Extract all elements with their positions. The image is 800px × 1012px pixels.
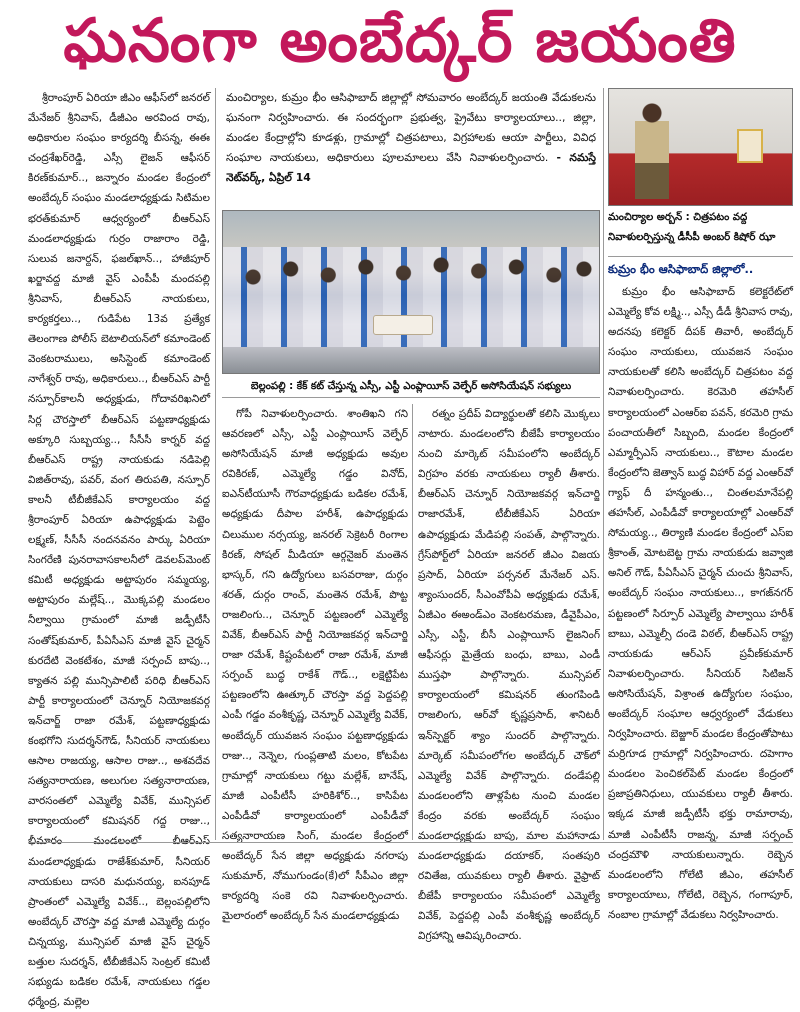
cake-shape — [373, 315, 433, 335]
column-2-text: గోపీ నివాళులర్పించారు. శాంతిఖని గని ఆవరణలో ఎస్సీ, ఎస్టీ ఎంప్లాయీస్ వెల్ఫేర్ అసోసియేషన్ మాజీ అధ్యక్షుడు అవుల రవికిరణ్, ఎమ్మెల్యే గడ్డం వినోద్, ఐఎన్‌టీయూసీ గౌరవాధ్యక్షుడు బడికల రమేశ్, అధ్యక్షుడు దీపాల హరీశ్, ఉపాధ్యక్షుడు చిలుముల నర్సయ్య, జనరల్ సెక్రెటరీ రింగాల కిరణ్, సోషల్ మీడియా ఆర్గనైజర్ మంతెన భాస్కర్, గని ఉద్యోగులు బసవరాజు, దుర్గం శరత్, దుర్గం రాంచ్, మంతెన రమేశ్, పొట్ట రాజలింగు.., చెన్నూర్ పట్టణంలో ఎమ్మెల్యే వివేక్, బీఆర్ఎస్ పార్టీ నియోజకవర్గ ఇన్‌చార్జి రాజా రమేశ్, కిష్టంపేటలో రాజా రమేశ్, మాజీ సర్పంచ్ బుద్ధ రాకేశ్ గౌడ్.., లక్షెట్టిపేట పట్టణంలోని ఊత్కూర్ చౌరస్తా వద్ద పెద్దపల్లి ఎంపీ గడ్డం వంశీకృష్ణ, చెన్నూర్ ఎమ్మెల్యే వివేక్, అంబేద్కర్ యువజన సంఘం పట్టణాధ్యక్షుడు రాజు.., నెన్నెల, గుంప్లతాటి మలం, కోటపేట గ్రామాల్లో నాయకులు గట్టు మల్లేశ్, బానేష్, మాజీ ఎంపీటీసీ హరికిశోర్.., కాసిపేట ఎంపీడీవో కార్యాలయంలో ఎంపీడీవో సత్యనారాయణ సింగ్, మండల కేంద్రంలో అంబేద్కర్ సేన జిల్లా అధ్యక్షుడు నగరాపు సుకుమార్, నోముగుండం(కే)లో సీపీఎం జిల్లా కార్యదర్శి సంకె రవి నివాళులర్పించారు. మైలారంలో అంబేద్కర్ సేన మండలాధ్యక్షుడు — [222, 408, 408, 923]
officer-figure — [635, 103, 669, 199]
event-photo-caption: బెల్లంపల్లి : కేక్ కట్ చేస్తున్న ఎస్సీ, ఎస్టీ ఎంప్లాయీస్ వెల్ఫేర్ అసోసియేషన్ సభ్యులు — [222, 376, 600, 398]
district-subheading: కుమ్రం భీం ఆసిఫాబాద్ జిల్లాలో.. — [608, 256, 793, 280]
lead-credit: - నమస్తే నెట్‌వర్క్, ఏప్రిల్ 14 — [226, 151, 597, 184]
event-photo — [222, 210, 600, 374]
dcp-photo-caption: మంచిర్యాల అర్బన్ : చిత్రపటం వద్ద నివాళులర్పిస్తున్న డీసీపీ అంబర్ కిషోర్ ఝా — [608, 212, 776, 243]
dcp-photo — [608, 88, 793, 206]
column-4-text: కుమ్రం భీం ఆసిఫాబాద్ కలెక్టరేట్‌లో ఎమ్మెల్యే కోవ లక్ష్మి.., ఎస్సీ డీడీ శ్రీనివాస రావు, అదనపు కలెక్టర్ దీపక్ తివారీ, అంబేద్కర్ సంఘం నాయకులు, యువజన సంఘం నాయకులతో కలిసి అంబేద్కర్ చిత్రపటం వద్ద నివాళులర్పించారు. కెరమెరి తహసీల్ కార్యాలయంలో ఎంఆర్‌ఐ పవన్, కరమెరి గ్రామ పంచాయతీలో సిబ్బంది, మండల కేంద్రంలో ఎమ్మార్పీఎస్ నాయకులు.., కౌటాల మండల కేంద్రంలోని జెత్వాన్ బుద్ధ విహార్ వద్ద ఎంఆర్‌వో గ్యాఫ్ దీ హన్మంతు.., చింతలమానేపల్లి తహసీల్, ఎంపీడీవో కార్యాలయాల్లో ఎంఆర్‌వో సోమయ్య.., తిర్యాణి మండల కేంద్రంలో ఎస్‌ఐ శ్రీకాంత్, మోటబెట్ట గ్రామ నాయకుడు జవ్వాజి అనిల్ గౌడ్, పీఏసీఎస్ చైర్మన్ చుంచు శ్రీనివాస్, అంబేద్కర్ సంఘం నాయకులు.., కాగజ్‌నగర్ పట్టణంలో సిర్పూర్ ఎమ్మెల్యే పాల్వాయి హరీశ్ బాబు, ఎమ్మెల్సీ దండె విఠల్, బీఆర్ఎస్ రాష్ట్ర నాయకుడు ఆర్ఎస్ ప్రవీణ్‌కుమార్ నివాళులర్పించారు. సీనియర్ సిటిజన్ అసోసియేషన్, విశ్రాంత ఉద్యోగుల సంఘం, అంబేద్కర్ సంఘాల ఆధ్వర్యంలో వేడుకలు నిర్వహించారు. బెజ్జూర్ మండల కేంద్రంతోపాటు మర్రిగూడ గ్రామాల్లో నిర్వహించారు. దహెగాం మండలం పెంచికల్‌పేట్ మండల కేంద్రంలో ప్రజాప్రతినిధులు, యువకులు ర్యాలీ తీశారు. ఇక్కడ మాజీ జడ్పీటీసీ భక్తు రామారావు, మాజీ ఎంపీటీసీ రాజన్న, మాజీ సర్పంచ్ చంద్రమౌళి నాయకులున్నారు. రెబ్బెన మండలంలోని గోలేటి జీఎం, తహసీల్ కార్యాలయాలు, గోలేటి, రెబ్బెన, గంగాపూర్, నంబాల గ్రామాల్లో వేడుకలు నిర్వహించారు. — [608, 286, 793, 921]
lead-text: మంచిర్యాల, కుమ్రం భీం ఆసిఫాబాద్ జిల్లాల్లో సోమవారం అంబేద్కర్ జయంతి వేడుకలను ఘనంగా నిర్వహించారు. ఈ సందర్భంగా ప్రభుత్వ, ప్రైవేటు కార్యాలయాలు.., జిల్లా, మండల కేంద్రాల్లోని కూడళ్లు, గ్రామాల్లో చిత్రపటాలు, విగ్రహాలకు ఆయా పార్టీలు, వివిధ సంఘాల నాయకులు, అధికారులు పూలమాలలు వేసి నివాళులర్పించారు. — [226, 91, 596, 164]
article-column-1 — [28, 88, 210, 1009]
column-divider — [603, 88, 604, 840]
article-column-2 — [222, 404, 408, 923]
article-column-4 — [608, 282, 793, 921]
column-3-text: రత్నం ప్రదీప్ విద్యార్థులతో కలిసి మొక్కలు నాటారు. మండలంలోని బీజేపీ కార్యాలయం నుంచి మార్కెట్ సమీపంలోని అంబేద్కర్ విగ్రహం వరకు నాయకులు ర్యాలీ తీశారు. బీఆర్ఎస్ చెన్నూర్ నియోజకవర్గ ఇన్‌చార్జి రాజారమేశ్, టీబీజీకేఎస్ ఏరియా ఉపాధ్యక్షుడు మేడిపల్లి సంపత్, పాల్గొన్నారు. గ్రేస్‌పోర్ట్‌లో ఏరియా జనరల్ జీఎం విజయ ప్రసాద్, ఏరియా పర్సనల్ మేనేజర్ ఎస్. శ్యాంసుందర్, సీఎంవోపీఏ అధ్యక్షుడు రమేశ్, ఏజీఎం ఈఅండ్‌ఎం వెంకటరమణ, డీవైపీఎం, ఎస్సీ, ఎస్టీ, బీసీ ఎంప్లాయీస్ లైజనింగ్ ఆఫీసర్లు మైత్రేయ బంధు, బాబు, ఎండీ ముస్తఫా పాల్గొన్నారు. మున్సిపల్ కార్యాలయంలో కమిషనర్ తుంగపిండి రాజలింగు, ఆర్‌వో కృష్ణప్రసాద్, శానిటరీ ఇన్‌స్పెక్టర్ శ్యాం సుందర్ పాల్గొన్నారు. మార్కెట్ సమీపంలోగల అంబేద్కర్ చౌక్‌లో ఎమ్మెల్యే వివేక్ పాల్గొన్నారు. దండేపల్లి మండలంలోని తాళ్లపేట నుంచి మండల కేంద్రం వరకు అంబేద్కర్ సంఘం మండలాధ్యక్షుడు బాపు, మాల మహానాడు మండలాధ్యక్షుడు దయాకర్, సంతపురి రవితేజ, యువకులు ర్యాలీ తీశారు. వైఫ్రాట్ బీజేపీ కార్యాలయం సమీపంలో ఎమ్మెల్యే వివేక్, పెద్దపల్లి ఎంపీ వంశీకృష్ణ అంబేద్కర్ విగ్రహాన్ని ఆవిష్కరించారు. — [418, 408, 600, 943]
portrait-frame — [737, 129, 763, 163]
column-divider — [412, 404, 413, 840]
lead-paragraph — [222, 88, 600, 206]
headline: ఘనంగా అంబేద్కర్ జయంతి — [63, 6, 737, 76]
column-divider — [215, 88, 216, 840]
article-column-3 — [418, 404, 600, 943]
column-1-text: శ్రీరాంపూర్ ఏరియా జీఎం ఆఫీస్‌లో జనరల్ మేనేజర్ శ్రీనివాస్, డీజీఎం అరవింద రావు, అధికారుల సంఘం కార్యదర్శి బీసన్న, ఈఈ చంద్రశేఖర్‌రెడ్డి, ఎస్సీ లైజన్ ఆఫీసర్ కిరణ్‌కుమార్.., జన్నారం మండల కేంద్రంలో అంబేద్కర్ సంఘం మండలాధ్యక్షుడు సిటిమల భరత్‌కుమార్ ఆధ్వర్యంలో బీఆర్ఎస్ మండలాధ్యక్షుడు గుర్రం రాజారాం రెడ్డి, సులువ జనార్దన్, ఫజల్‌ఖాన్.., హాజీపూర్ ఖర్జావద్ద మాజీ వైస్ ఎంపీపీ మందపల్లి శ్రీనివాస్, బీఆర్ఎస్ నాయకులు, కార్యకర్తలు.., గుడిపేట 13వ ప్రత్యేక తెలంగాణ పోలీస్ బెటాలియన్‌లో కమాండెంట్ వెంకటరాములు, అసిస్టెంట్ కమాండెంట్ నాగేశ్వర్ రావు, అధికారులు.., బీఆర్ఎస్ పార్టీ నస్పూర్‌కాలనీ అధ్యక్షుడు, గోదావరిఖనిలో సిర్ల చౌరస్తాలో బీఆర్ఎస్ పట్టణాధ్యక్షుడు అక్కూరి సుబ్బయ్య.., సీసీసీ కార్నర్ వద్ద బీఆర్ఎస్ రాష్ట్ర నాయకుడు నడిపెల్లి విజిత్‌రావు, పవర్, వంగ తిరుపతి, నస్పూర్ కాలనీ టీబీజీకేఎస్ కార్యాలయం వద్ద శ్రీరాంపూర్ ఏరియా ఉపాధ్యక్షుడు పెట్టెం లక్ష్మణ్, సీసీసీ నందనవనం పార్కు ఏరియా సింగరేణి పునరావాసకాలనీలో డెవలప్‌మెంట్ కమిటీ అధ్యక్షుడు అట్టాపురం సమ్మయ్య, అట్టాపురం మల్లేష్.., మొక్కపల్లి మండలం నీల్వాయి గ్రామంలో మాజీ జడ్పీటీసీ సంతోష్‌కుమార్, పీఏసీఎస్ మాజీ వైస్ చైర్మన్ కురదేటి వెంకటేశం, మాజీ సర్పంచ్ బాపు.., క్యాతన పల్లి మున్సిపాలిటీ పరిధి బీఆర్ఎస్ పార్టీ కార్యాలయంలో చెన్నూర్ నియోజకవర్గ ఇన్‌చార్జ్ రాజా రమేశ్, పట్టణాధ్యక్షుడు కంభగోని సుదర్శన్‌గౌడ్, సీనియర్ నాయకులు ఆసాల రాజయ్య, ఆసాల రాజు.., అశవదేవ సత్యనారాయణ, అలుగుల సత్యనారాయణ, వారసంతలో ఎమ్మెల్యే వివేక్, మున్సిపల్ కార్యాలయంలో కమిషనర్ గద్ద రాజు.., మండలాధ్యక్షుడు రాజేశ్‌కుమార్, సీనియర్ నాయకులు దాసరి మధునయ్య, ఐనపూడ్ ప్రాంతంలో ఎమ్మెల్యే వివేక్.., బెల్లంపల్లిలోని అంబేద్కర్ చౌరస్తా వద్ద మాజీ ఎమ్మెల్యే దుర్గం చిన్నయ్య, మున్సిపల్ మాజీ వైస్ చైర్మన్ బత్తుల సుదర్శన్, టీబీజీకేఎస్ సెంట్రల్ కమిటీ సభ్యుడు బడికల రమేశ్, నాయకులు గడ్డల ధర్మేంద్ర, మల్లెల — [28, 92, 210, 1009]
bottom-rule — [28, 842, 793, 843]
